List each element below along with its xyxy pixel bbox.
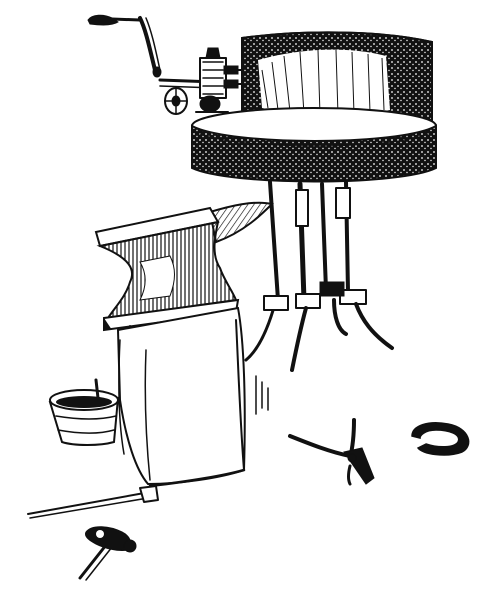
hammer [80, 527, 136, 580]
forge-hand-crank [88, 15, 161, 77]
horseshoe [412, 423, 469, 455]
forge-blower [160, 48, 248, 114]
anvil-stump [118, 308, 268, 486]
water-tub [50, 380, 118, 445]
iron-rod [28, 486, 158, 518]
tongs [290, 420, 374, 484]
forge-hearth-pan [192, 108, 436, 182]
forge-legs [246, 182, 392, 370]
